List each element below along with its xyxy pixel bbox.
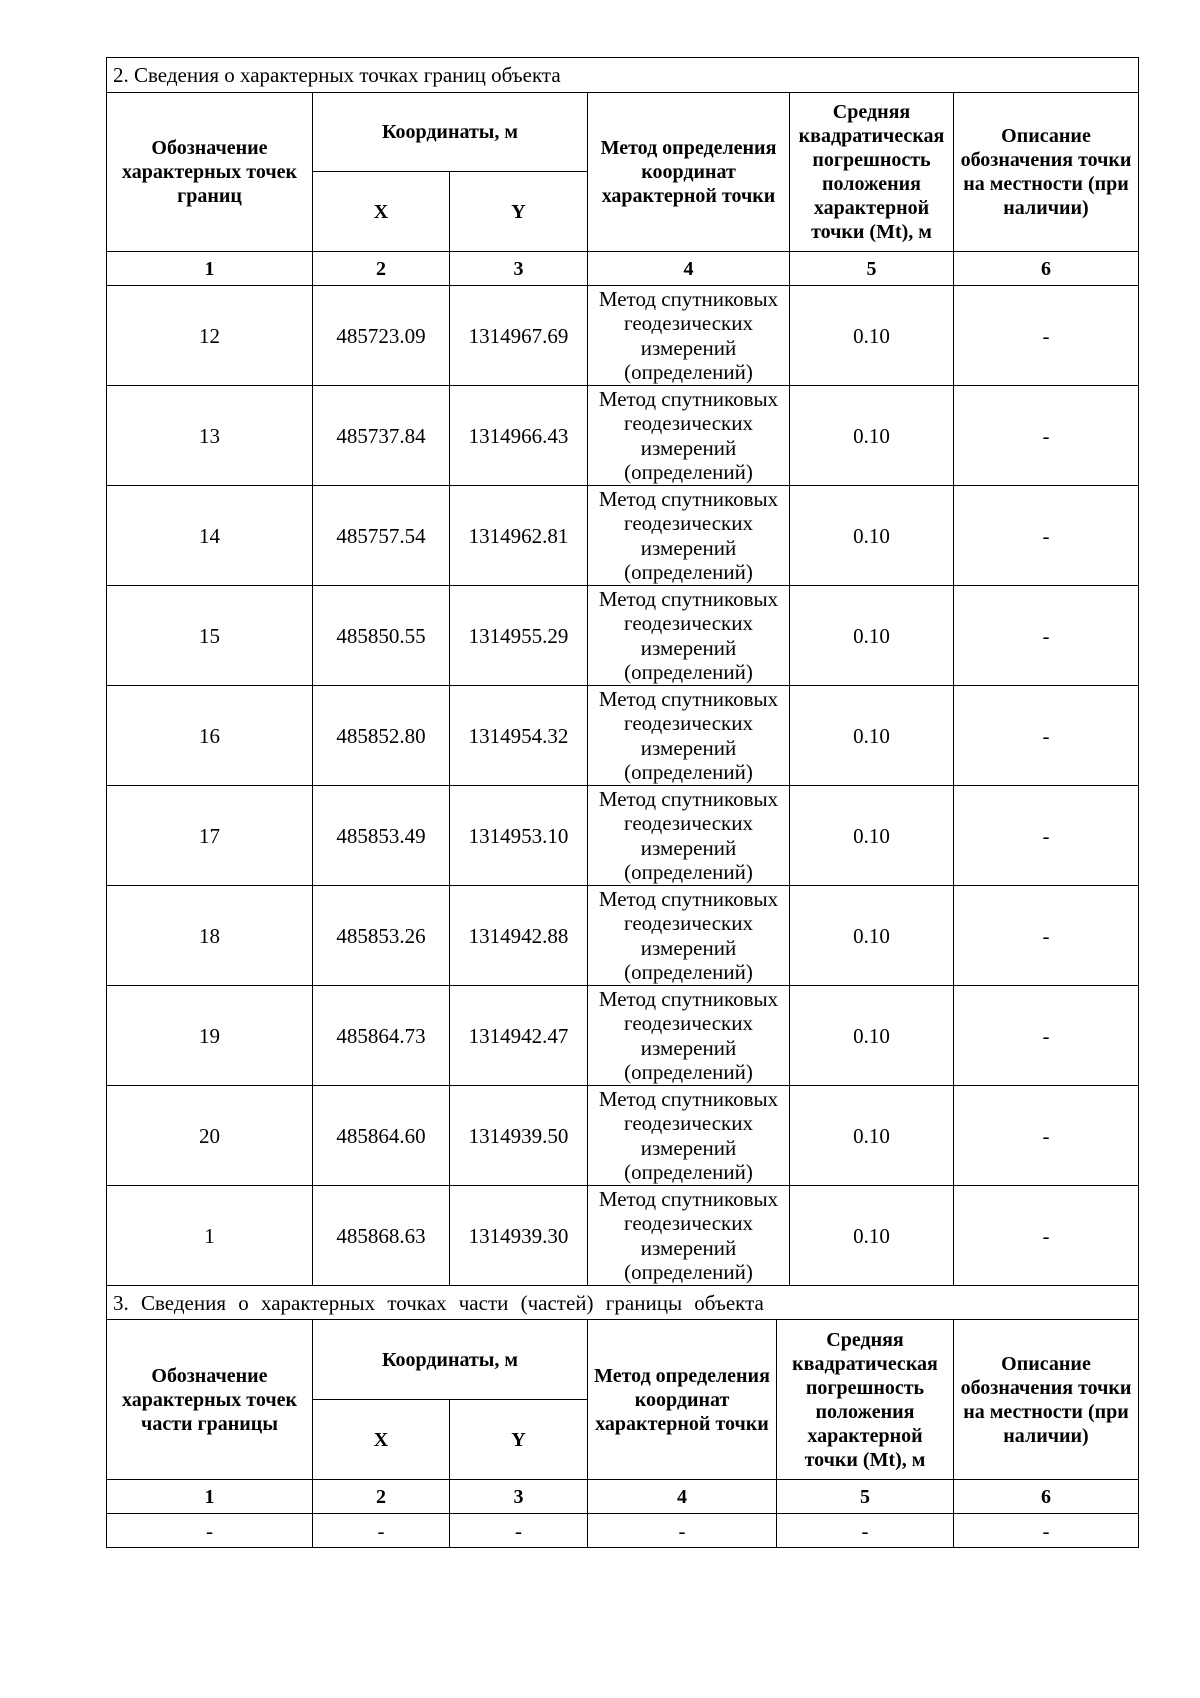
header-x: X [313,1400,450,1480]
method-cell: Метод спутниковых геодезических измерений (определений) [588,786,790,886]
coordinate-y: - [450,1514,588,1548]
coordinate-x: 485864.60 [313,1086,450,1186]
mean-error-cell: 0.10 [790,386,954,486]
point-designation: 16 [107,686,313,786]
coordinate-x: 485868.63 [313,1186,450,1286]
header-designation: Обозначение характерных точек границ [107,93,313,252]
header-coordinates: Координаты, м [313,1320,588,1400]
column-number: 4 [588,1480,777,1514]
mean-error-cell: 0.10 [790,486,954,586]
column-number: 6 [954,252,1139,286]
point-designation: 13 [107,386,313,486]
coordinate-y: 1314955.29 [450,586,588,686]
point-designation: 18 [107,886,313,986]
coordinate-x: 485737.84 [313,386,450,486]
point-designation: 19 [107,986,313,1086]
mean-error-cell: 0.10 [790,886,954,986]
method-cell: Метод спутниковых геодезических измерений (определений) [588,386,790,486]
method-cell: Метод спутниковых геодезических измерений (определений) [588,986,790,1086]
header-mean-error: Средняя квадратическая погрешность положения характерной точки (Mt), м [790,93,954,252]
header-designation: Обозначение характерных точек части границы [107,1320,313,1480]
column-number: 2 [313,252,450,286]
description-cell: - [954,786,1139,886]
header-description: Описание обозначения точки на местности (при наличии) [954,1320,1139,1480]
header-method: Метод определения координат характерной точки [588,1320,777,1480]
coordinate-y: 1314942.88 [450,886,588,986]
method-cell: Метод спутниковых геодезических измерений (определений) [588,1186,790,1286]
table-row [107,986,1139,1086]
column-number: 1 [107,1480,313,1514]
column-number: 5 [777,1480,954,1514]
column-number: 5 [790,252,954,286]
column-number: 1 [107,252,313,286]
mean-error-cell: 0.10 [790,586,954,686]
coordinate-x: 485853.26 [313,886,450,986]
coordinate-y: 1314939.50 [450,1086,588,1186]
table-row [107,386,1139,486]
table-row [107,1514,1139,1548]
point-designation: 15 [107,586,313,686]
description-cell: - [954,686,1139,786]
coordinate-y: 1314954.32 [450,686,588,786]
mean-error-cell: 0.10 [790,286,954,386]
method-cell: Метод спутниковых геодезических измерений (определений) [588,686,790,786]
method-cell: Метод спутниковых геодезических измерений (определений) [588,286,790,386]
coordinate-x: 485850.55 [313,586,450,686]
header-method: Метод определения координат характерной точки [588,93,790,252]
description-cell: - [954,286,1139,386]
column-number: 6 [954,1480,1139,1514]
point-designation: 17 [107,786,313,886]
coordinate-x: 485852.80 [313,686,450,786]
mean-error-cell: - [777,1514,954,1548]
table-row [107,786,1139,886]
column-number: 3 [450,1480,588,1514]
coordinate-x: 485853.49 [313,786,450,886]
point-designation: 12 [107,286,313,386]
section-2-table [106,57,1139,1286]
table-row [107,1186,1139,1286]
section-2-title: 2. Сведения о характерных точках границ объекта [107,58,1139,93]
point-designation: - [107,1514,313,1548]
coordinate-x: 485757.54 [313,486,450,586]
header-y: Y [450,1400,588,1480]
header-mean-error: Средняя квадратическая погрешность положения характерной точки (Mt), м [777,1320,954,1480]
description-cell: - [954,1086,1139,1186]
column-number: 3 [450,252,588,286]
coordinate-y: 1314967.69 [450,286,588,386]
coordinate-x: - [313,1514,450,1548]
coordinate-y: 1314962.81 [450,486,588,586]
description-cell: - [954,486,1139,586]
table-row [107,486,1139,586]
description-cell: - [954,386,1139,486]
point-designation: 1 [107,1186,313,1286]
description-cell: - [954,586,1139,686]
mean-error-cell: 0.10 [790,1086,954,1186]
description-cell: - [954,986,1139,1086]
coordinate-x: 485864.73 [313,986,450,1086]
column-number: 2 [313,1480,450,1514]
mean-error-cell: 0.10 [790,1186,954,1286]
mean-error-cell: 0.10 [790,986,954,1086]
header-description: Описание обозначения точки на местности (при наличии) [954,93,1139,252]
coordinate-y: 1314939.30 [450,1186,588,1286]
table-row [107,1086,1139,1186]
table-row [107,586,1139,686]
description-cell: - [954,886,1139,986]
header-x: X [313,172,450,252]
coordinate-y: 1314966.43 [450,386,588,486]
table-row [107,286,1139,386]
header-y: Y [450,172,588,252]
section-3-table [106,1285,1139,1548]
point-designation: 14 [107,486,313,586]
method-cell: - [588,1514,777,1548]
method-cell: Метод спутниковых геодезических измерений (определений) [588,586,790,686]
coordinate-y: 1314953.10 [450,786,588,886]
description-cell: - [954,1186,1139,1286]
column-number: 4 [588,252,790,286]
coordinate-x: 485723.09 [313,286,450,386]
method-cell: Метод спутниковых геодезических измерений (определений) [588,1086,790,1186]
mean-error-cell: 0.10 [790,686,954,786]
header-coordinates: Координаты, м [313,93,588,172]
table-row [107,686,1139,786]
section-3-title: 3. Сведения о характерных точках части (частей) границы объекта [107,1286,1139,1320]
description-cell: - [954,1514,1139,1548]
method-cell: Метод спутниковых геодезических измерений (определений) [588,486,790,586]
coordinate-y: 1314942.47 [450,986,588,1086]
mean-error-cell: 0.10 [790,786,954,886]
table-row [107,886,1139,986]
method-cell: Метод спутниковых геодезических измерений (определений) [588,886,790,986]
point-designation: 20 [107,1086,313,1186]
